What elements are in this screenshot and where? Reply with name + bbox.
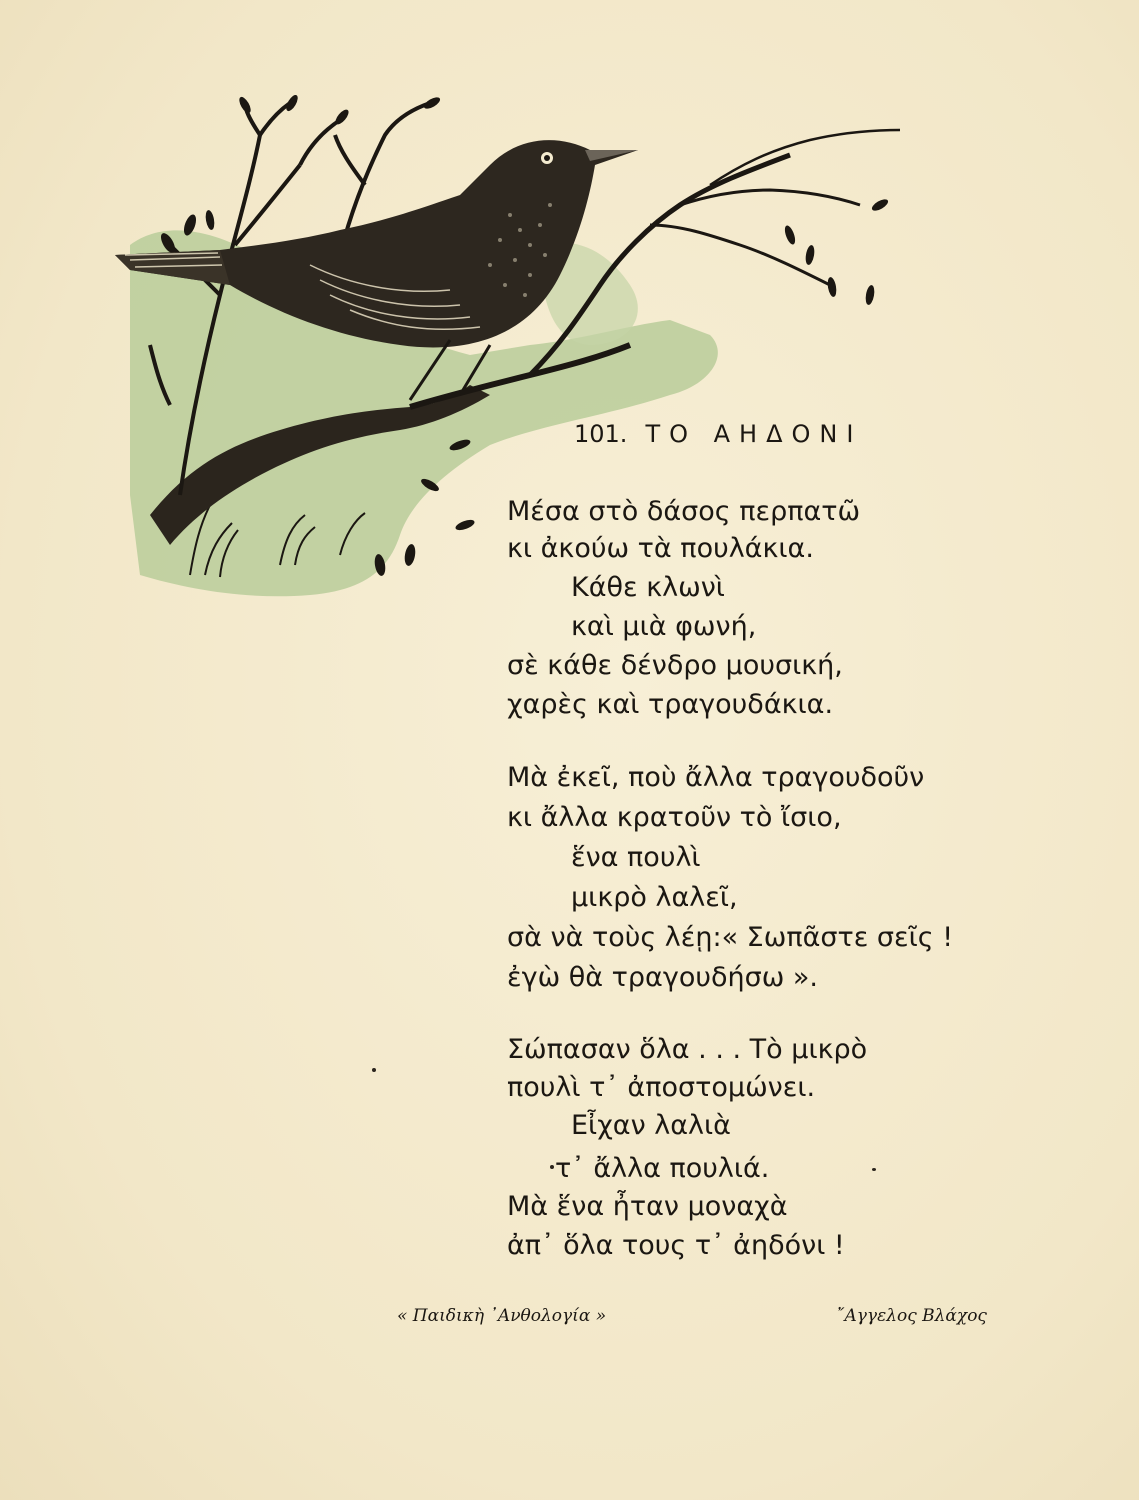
poem-line: Μὰ ἕνα ἦταν μοναχὰ <box>507 1191 788 1222</box>
poem-line: χαρὲς καὶ τραγουδάκια. <box>507 689 834 720</box>
poem-line: σὲ κάθε δένδρο μουσική, <box>507 650 843 681</box>
poem-line: ἕνα πουλὶ <box>571 842 701 873</box>
anthology-source: « Παιδικὴ ᾿Ανθολογία » <box>397 1306 607 1326</box>
ink-speck <box>550 1165 554 1169</box>
poem-number: 101. <box>574 420 628 448</box>
poem-line: τ᾽ ἄλλα πουλιά. <box>555 1153 770 1184</box>
poem-line: πουλὶ τ᾽ ἀποστομώνει. <box>507 1072 816 1103</box>
poem-title-text: ΤΟ ΑΗΔΟΝΙ <box>645 420 863 448</box>
poem-author: ῎Αγγελος Βλάχος <box>836 1306 987 1326</box>
poem-line: μικρὸ λαλεῖ, <box>571 882 738 913</box>
poem-line: Εἶχαν λαλιὰ <box>571 1110 731 1141</box>
ink-speck <box>872 1168 876 1171</box>
poem-line: καὶ μιὰ φωνή, <box>571 611 757 642</box>
poem-line: κι ἀκούω τὰ πουλάκια. <box>507 533 814 564</box>
poem-line: Μὰ ἐκεῖ, ποὺ ἄλλα τραγουδοῦν <box>507 762 925 793</box>
ink-speck <box>372 1068 376 1072</box>
poem-line: Μέσα στὸ δάσος περπατῶ <box>507 496 861 527</box>
poem-line: κι ἄλλα κρατοῦν τὸ ἴσιο, <box>507 802 842 833</box>
poem-line: Κάθε κλωνὶ <box>571 572 725 603</box>
poem-line: σὰ νὰ τοὺς λέῃ:« Σωπᾶστε σεῖς ! <box>507 922 954 953</box>
poem-line: ἀπ᾽ ὅλα τους τ᾽ ἀηδόνι ! <box>507 1230 845 1261</box>
poem-line: ἐγὼ θὰ τραγουδήσω ». <box>507 962 819 993</box>
poem-line: Σώπασαν ὅλα . . . Τὸ μικρὸ <box>507 1034 868 1065</box>
